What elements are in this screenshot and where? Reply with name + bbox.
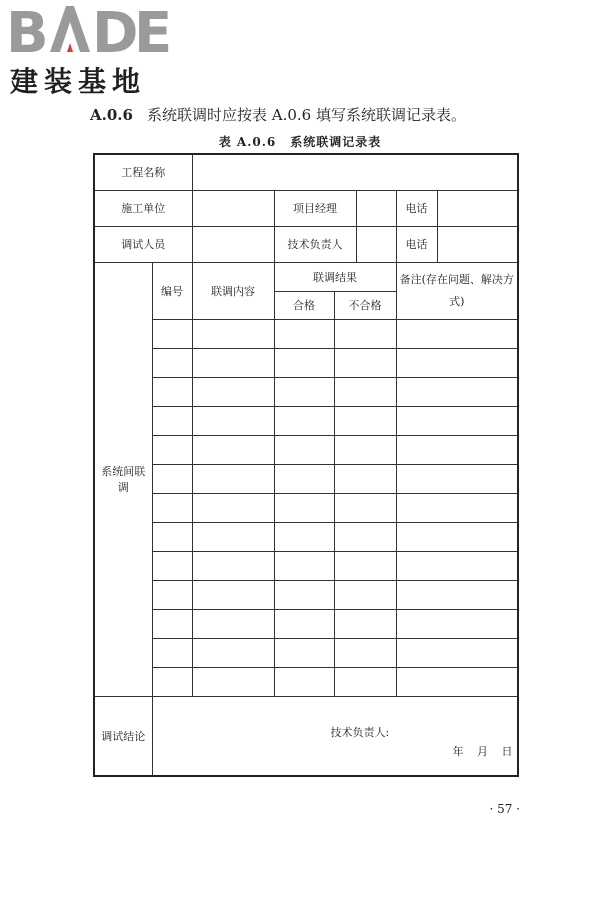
cell-fail[interactable] [334, 348, 396, 377]
cell-note[interactable] [396, 493, 518, 522]
phone-2-label: 电话 [396, 226, 437, 262]
cell-pass[interactable] [274, 406, 334, 435]
cell-number[interactable] [152, 667, 192, 696]
cell-content[interactable] [192, 551, 274, 580]
tech-lead-label: 技术负责人 [274, 226, 356, 262]
cell-fail[interactable] [334, 551, 396, 580]
table-title: 系统联调记录表 [290, 135, 382, 149]
table-row [94, 667, 518, 696]
table-row [94, 464, 518, 493]
logo-letter-d: D [92, 2, 139, 58]
table-row [94, 319, 518, 348]
table-row [94, 377, 518, 406]
cell-pass[interactable] [274, 493, 334, 522]
cell-number[interactable] [152, 522, 192, 551]
conclusion-signature-label: 技术负责人: [330, 725, 390, 739]
conclusion-area[interactable] [152, 696, 518, 776]
logo-accent-triangle [67, 43, 73, 52]
row-project [94, 154, 518, 190]
cell-fail[interactable] [334, 464, 396, 493]
table-row [94, 435, 518, 464]
cell-note[interactable] [396, 319, 518, 348]
table-row [94, 551, 518, 580]
cell-number[interactable] [152, 464, 192, 493]
table-row [94, 348, 518, 377]
cell-note[interactable] [396, 522, 518, 551]
cell-pass[interactable] [274, 377, 334, 406]
row-tester [94, 226, 518, 262]
col-content-header: 联调内容 [192, 262, 274, 319]
cell-fail[interactable] [334, 435, 396, 464]
cell-number[interactable] [152, 609, 192, 638]
cell-pass[interactable] [274, 319, 334, 348]
row-construction [94, 190, 518, 226]
project-name-value[interactable] [192, 154, 518, 190]
logo [6, 2, 181, 98]
cell-note[interactable] [396, 377, 518, 406]
cell-number[interactable] [152, 377, 192, 406]
logo-subtitle: 建装基地 [10, 65, 147, 98]
cell-fail[interactable] [334, 319, 396, 348]
col-number-header: 编号 [152, 262, 192, 319]
row-conclusion [94, 696, 518, 776]
cell-content[interactable] [192, 377, 274, 406]
cell-note[interactable] [396, 406, 518, 435]
cell-number[interactable] [152, 435, 192, 464]
table-number: 表 A.0.6 [218, 135, 277, 149]
cell-pass[interactable] [274, 580, 334, 609]
cell-note[interactable] [396, 609, 518, 638]
phone-2-value[interactable] [437, 226, 518, 262]
cell-number[interactable] [152, 348, 192, 377]
cell-number[interactable] [152, 638, 192, 667]
cell-content[interactable] [192, 348, 274, 377]
cell-fail[interactable] [334, 406, 396, 435]
cell-fail[interactable] [334, 493, 396, 522]
cell-pass[interactable] [274, 464, 334, 493]
phone-1-value[interactable] [437, 190, 518, 226]
conclusion-date-label: 年 月 日 [452, 744, 513, 758]
cell-note[interactable] [396, 580, 518, 609]
cell-fail[interactable] [334, 609, 396, 638]
cell-number[interactable] [152, 580, 192, 609]
cell-note[interactable] [396, 667, 518, 696]
cell-note[interactable] [396, 348, 518, 377]
cell-note[interactable] [396, 638, 518, 667]
cell-number[interactable] [152, 551, 192, 580]
tester-label: 调试人员 [94, 226, 192, 262]
cell-number[interactable] [152, 319, 192, 348]
row-header-1 [94, 262, 518, 291]
project-name-label: 工程名称 [94, 154, 192, 190]
cell-fail[interactable] [334, 377, 396, 406]
project-manager-value[interactable] [356, 190, 396, 226]
cell-pass[interactable] [274, 522, 334, 551]
logo-letter-b: B [6, 2, 49, 58]
table-row [94, 638, 518, 667]
logo-letter-e: E [134, 2, 173, 58]
table-row [94, 493, 518, 522]
project-manager-label: 项目经理 [274, 190, 356, 226]
cell-fail[interactable] [334, 638, 396, 667]
cell-fail[interactable] [334, 667, 396, 696]
cell-pass[interactable] [274, 667, 334, 696]
cell-content[interactable] [192, 638, 274, 667]
record-form-table [93, 153, 519, 777]
cell-number[interactable] [152, 406, 192, 435]
cell-number[interactable] [152, 493, 192, 522]
bade-logo-mark [6, 2, 181, 58]
col-note-header: 备注(存在问题、解决方式) [396, 262, 518, 319]
cell-pass[interactable] [274, 609, 334, 638]
cell-pass[interactable] [274, 435, 334, 464]
cell-pass[interactable] [274, 638, 334, 667]
table-row [94, 580, 518, 609]
cell-pass[interactable] [274, 348, 334, 377]
clause-number: A.0.6 [90, 106, 133, 124]
section-label: 系统间联调 [94, 262, 152, 696]
tester-value[interactable] [192, 226, 274, 262]
table-caption [0, 133, 600, 150]
cell-content[interactable] [192, 609, 274, 638]
clause-text: 系统联调时应按表 A.0.6 填写系统联调记录表。 [146, 106, 466, 124]
construction-unit-value[interactable] [192, 190, 274, 226]
cell-note[interactable] [396, 551, 518, 580]
conclusion-label: 调试结论 [94, 696, 152, 776]
cell-pass[interactable] [274, 551, 334, 580]
col-pass-header: 合格 [274, 291, 334, 319]
cell-content[interactable] [192, 493, 274, 522]
table-row [94, 522, 518, 551]
cell-content[interactable] [192, 667, 274, 696]
page-number: · 57 · [489, 802, 520, 816]
cell-content[interactable] [192, 435, 274, 464]
cell-content[interactable] [192, 319, 274, 348]
cell-fail[interactable] [334, 580, 396, 609]
cell-content[interactable] [192, 464, 274, 493]
cell-note[interactable] [396, 435, 518, 464]
tech-lead-value[interactable] [356, 226, 396, 262]
cell-content[interactable] [192, 522, 274, 551]
col-fail-header: 不合格 [334, 291, 396, 319]
construction-unit-label: 施工单位 [94, 190, 192, 226]
phone-1-label: 电话 [396, 190, 437, 226]
col-result-header: 联调结果 [274, 262, 396, 291]
cell-content[interactable] [192, 406, 274, 435]
cell-fail[interactable] [334, 522, 396, 551]
cell-note[interactable] [396, 464, 518, 493]
table-row [94, 406, 518, 435]
cell-content[interactable] [192, 580, 274, 609]
table-row [94, 609, 518, 638]
clause-line [90, 104, 530, 125]
